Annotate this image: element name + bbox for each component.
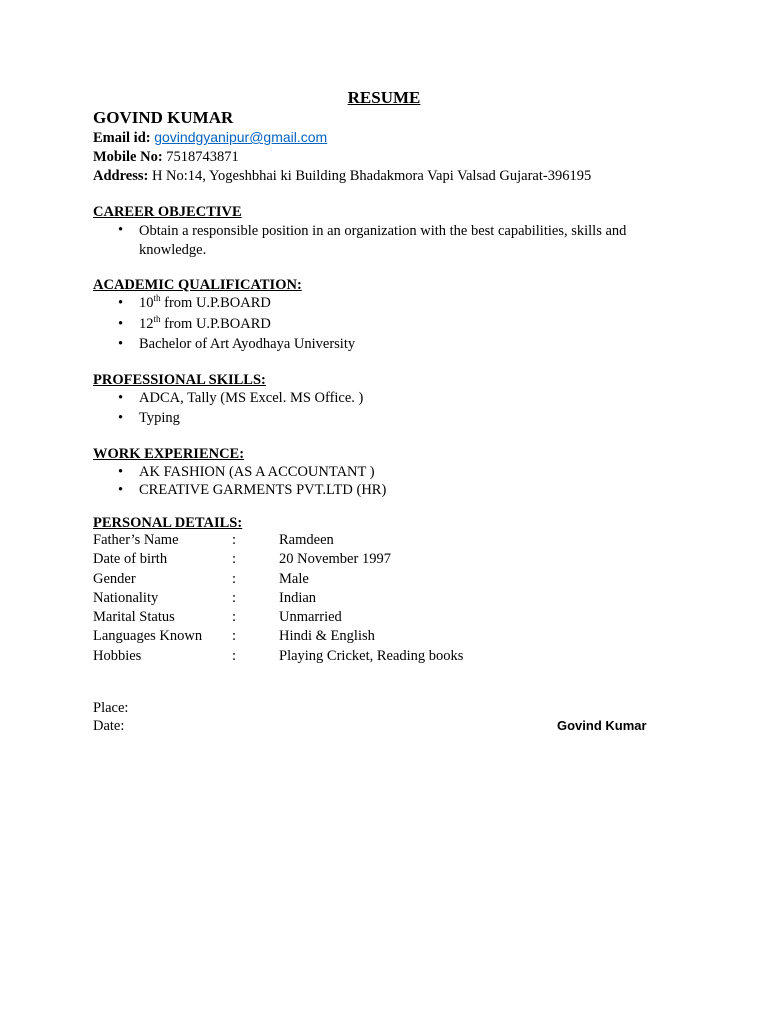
work-experience-heading: WORK EXPERIENCE: bbox=[93, 446, 245, 462]
mobile-label: Mobile No: bbox=[93, 149, 163, 165]
academic-heading: ACADEMIC QUALIFICATION: bbox=[93, 277, 302, 293]
email-label: Email id: bbox=[93, 130, 151, 146]
email-line bbox=[93, 129, 327, 147]
detail-value: Indian bbox=[279, 590, 317, 606]
address-line bbox=[93, 168, 591, 185]
bullet-icon: • bbox=[118, 390, 124, 406]
email-link[interactable]: govindgyanipur@gmail.com bbox=[154, 129, 328, 145]
bullet-icon: • bbox=[118, 464, 124, 480]
academic-item: Bachelor of Art Ayodhaya University bbox=[139, 336, 356, 352]
place-label: Place: bbox=[93, 700, 129, 716]
detail-key: Gender bbox=[93, 571, 136, 587]
bullet-icon: • bbox=[118, 410, 124, 426]
bullet-icon: • bbox=[118, 222, 124, 238]
academic-text: from U.P.BOARD bbox=[160, 295, 271, 311]
detail-colon: : bbox=[232, 571, 237, 587]
academic-number: 12 bbox=[139, 316, 154, 332]
academic-superscript: th bbox=[153, 314, 161, 324]
skill-item: Typing bbox=[139, 410, 180, 426]
detail-value: Male bbox=[279, 571, 309, 587]
signature-name: Govind Kumar bbox=[557, 718, 647, 733]
detail-value: Unmarried bbox=[279, 609, 342, 625]
detail-colon: : bbox=[232, 590, 237, 606]
academic-item bbox=[139, 316, 271, 333]
detail-colon: : bbox=[232, 628, 237, 644]
detail-key: Father’s Name bbox=[93, 532, 179, 548]
academic-superscript: th bbox=[153, 293, 161, 303]
career-objective-heading: CAREER OBJECTIVE bbox=[93, 204, 242, 220]
academic-text: from U.P.BOARD bbox=[160, 316, 271, 332]
career-objective-text: Obtain a responsible position in an organization with the best capabilities, skills and knowledge. bbox=[139, 223, 627, 258]
academic-item bbox=[139, 295, 271, 312]
detail-key: Marital Status bbox=[93, 609, 175, 625]
detail-key: Date of birth bbox=[93, 551, 168, 567]
bullet-icon: • bbox=[118, 316, 124, 332]
detail-value: Playing Cricket, Reading books bbox=[279, 648, 464, 664]
detail-value: Hindi & English bbox=[279, 628, 375, 644]
detail-colon: : bbox=[232, 648, 237, 664]
experience-item: CREATIVE GARMENTS PVT.LTD (HR) bbox=[139, 482, 387, 498]
experience-item: AK FASHION (AS A ACCOUNTANT ) bbox=[139, 464, 375, 480]
personal-details-heading: PERSONAL DETAILS: bbox=[93, 515, 243, 531]
detail-key: Hobbies bbox=[93, 648, 142, 664]
date-label: Date: bbox=[93, 718, 125, 734]
skills-heading: PROFESSIONAL SKILLS: bbox=[93, 372, 266, 388]
detail-value: 20 November 1997 bbox=[279, 551, 391, 567]
detail-key: Languages Known bbox=[93, 628, 203, 644]
mobile-line bbox=[93, 149, 239, 166]
academic-number: 10 bbox=[139, 295, 154, 311]
detail-colon: : bbox=[232, 609, 237, 625]
detail-key: Nationality bbox=[93, 590, 159, 606]
detail-colon: : bbox=[232, 551, 237, 567]
bullet-icon: • bbox=[118, 482, 124, 498]
mobile-value: 7518743871 bbox=[166, 149, 239, 165]
address-value: H No:14, Yogeshbhai ki Building Bhadakmora Vapi Valsad Gujarat-396195 bbox=[151, 168, 592, 184]
candidate-name: GOVIND KUMAR bbox=[93, 108, 234, 127]
address-label: Address: bbox=[93, 168, 149, 184]
skill-item: ADCA, Tally (MS Excel. MS Office. ) bbox=[139, 390, 364, 406]
detail-value: Ramdeen bbox=[279, 532, 334, 548]
bullet-icon: • bbox=[118, 295, 124, 311]
detail-colon: : bbox=[232, 532, 237, 548]
resume-title: RESUME bbox=[347, 88, 421, 107]
bullet-icon: • bbox=[118, 336, 124, 352]
